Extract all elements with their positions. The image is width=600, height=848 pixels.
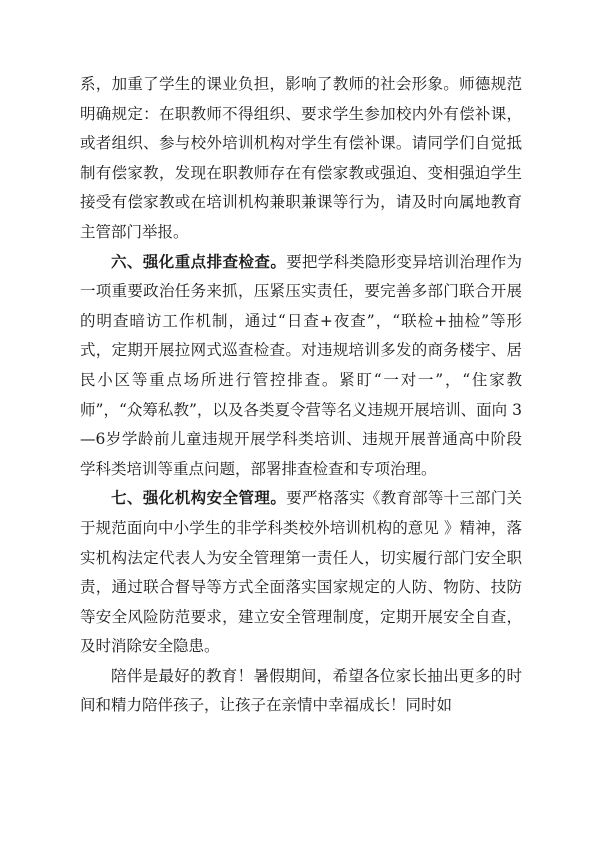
paragraph-continuation-teacher-ethics — [80, 70, 522, 248]
paragraph-closing — [80, 662, 522, 721]
section-seven-heading: 七、强化机构安全管理。 — [111, 489, 287, 508]
document-body — [80, 70, 522, 721]
paragraph-text: 系，加重了学生的课业负担，影响了教师的社会形象。师德规范明确规定：在职教师不得组织、要求学生参加校内外有偿补课，或者组织、参与校外培训机构对学生有偿补课。请同学们自觉抵制有偿家教，发现在职教师存在有偿家教或强迫、变相强迫学生接受有偿家教或在培训机构兼职兼课等行为，请及时向属地教育主管部门举报。 — [80, 75, 522, 241]
section-seven-text: 要严格落实《教育部等十三部门关于规范面向中小学生的非学科类校外培训机构的意见 》精神，落实机构法定代表人为安全管理第一责任人，切实履行部门安全职责，通过联合督导等方式全面落实国家规定的人防、物防、技防等安全风险防范要求，建立安全管理制度，定期开展安全自查，及时消除安全隐患。 — [80, 489, 522, 656]
paragraph-section-seven — [80, 484, 522, 662]
section-six-text: 要把学科类隐形变异培训治理作为一项重要政治任务来抓，压紧压实责任，要完善多部门联合开展的明查暗访工作机制，通过“日查+夜查”，“联检+抽检”等形式，定期开展拉网式巡查检查。对违规培训多发的商务楼宇、居民小区等重点场所进行管控排查。紧盯“一对一”，“住家教师”，“众筹私教”，以及各类夏令营等名义违规开展培训、面向 3—6岁学龄前儿童违规开展学科类培训、违规开展普通高中阶段学科类培训等重点问题，部署排查检查和专项治理。 — [80, 252, 522, 478]
section-six-heading: 六、强化重点排查检查。 — [111, 252, 287, 271]
paragraph-section-six — [80, 248, 522, 485]
closing-text: 陪伴是最好的教育！暑假期间，希望各位家长抽出更多的时间和精力陪伴孩子，让孩子在亲情中幸福成长！同时如 — [80, 666, 522, 715]
